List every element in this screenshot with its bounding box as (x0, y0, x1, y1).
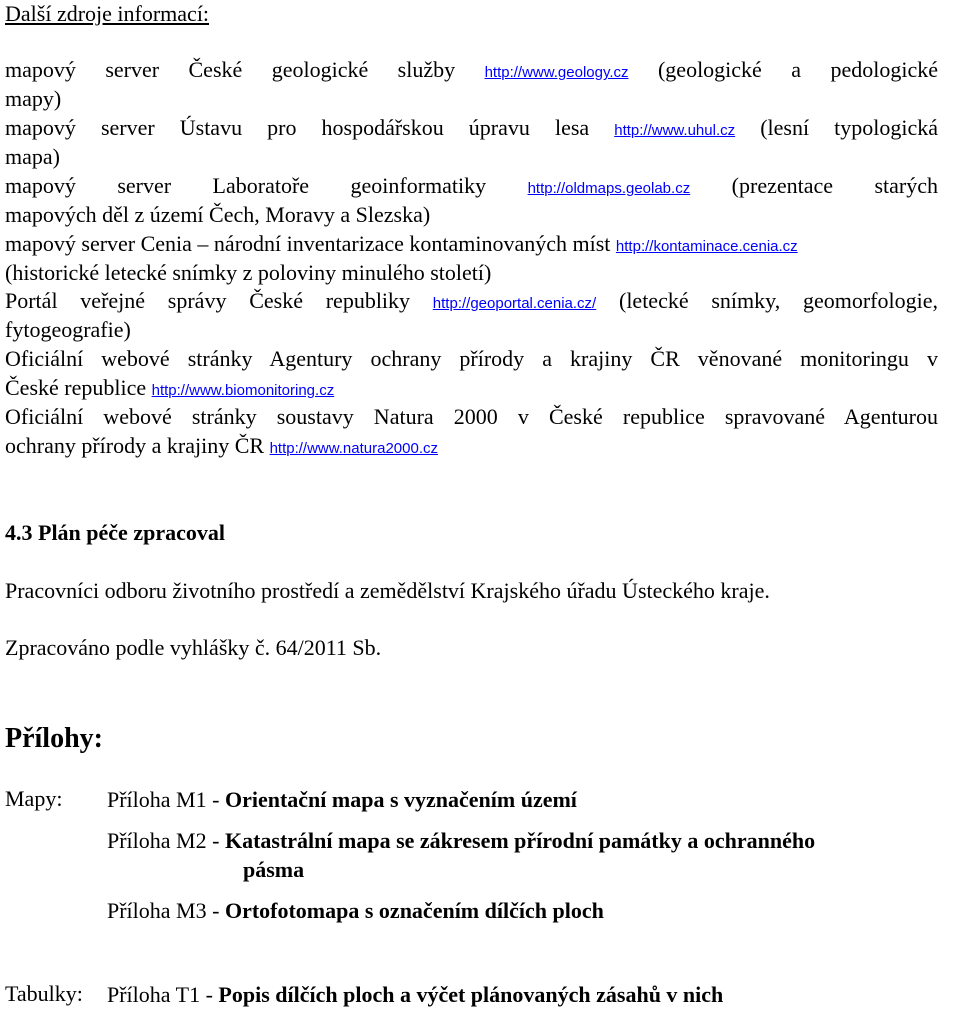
attachments-heading: Přílohy: (5, 723, 103, 754)
source-text: Oficiální webové stránky Agentury ochrany přírody a krajiny ČR věnované monitoringu v (5, 346, 938, 371)
source-line (5, 201, 938, 229)
source-line (5, 85, 938, 113)
source-text: Portál veřejné správy České republiky (5, 288, 433, 313)
source-link[interactable]: http://kontaminace.cenia.cz (615, 238, 798, 255)
source-link[interactable]: http://www.uhul.cz (614, 122, 736, 139)
attachment-title: Orientační mapa s vyznačením území (224, 787, 577, 812)
attachment-code: Příloha M2 - (107, 828, 225, 853)
source-text: ochrany přírody a krajiny ČR (5, 433, 270, 458)
source-link[interactable]: http://geoportal.cenia.cz/ (432, 295, 597, 312)
source-text: (lesní typologická (735, 115, 938, 140)
source-line (5, 114, 938, 145)
tables-label: Tabulky: (5, 981, 83, 1006)
source-line (5, 316, 938, 344)
attachment-title: Katastrální mapa se zákresem přírodní památky a ochranného (224, 828, 816, 853)
regulation-text: Zpracováno podle vyhlášky č. 64/2011 Sb. (5, 635, 382, 660)
source-line (5, 56, 938, 87)
source-text: (prezentace starých (690, 173, 939, 198)
maps-label: Mapy: (5, 786, 63, 811)
source-text: mapový server Ústavu pro hospodářskou úpravu lesa (5, 115, 615, 140)
source-line (5, 287, 938, 318)
attachment-code: Příloha M3 - (107, 898, 225, 923)
attachment-m3 (107, 896, 940, 925)
prepared-by-text: Pracovníci odboru životního prostředí a zemědělství Krajského úřadu Ústeckého kraje. (5, 578, 770, 603)
source-text: (letecké snímky, geomorfologie, (596, 288, 938, 313)
source-line (5, 432, 938, 463)
section-heading: 4.3 Plán péče zpracoval (5, 520, 225, 545)
source-link[interactable]: http://www.geology.cz (484, 64, 629, 81)
source-text: České republice (5, 375, 152, 400)
attachment-t1 (107, 980, 940, 1009)
source-line (5, 230, 938, 261)
source-line (5, 143, 938, 171)
source-line (5, 345, 938, 373)
attachment-m2 (107, 826, 940, 855)
source-link[interactable]: http://oldmaps.geolab.cz (527, 180, 691, 197)
attachment-m1 (107, 785, 940, 814)
source-line (5, 403, 938, 431)
sources-heading: Další zdroje informací: (5, 1, 210, 26)
attachment-code: Příloha M1 - (107, 787, 225, 812)
source-line (5, 172, 938, 203)
source-text: fytogeografie) (5, 317, 131, 342)
source-text: mapy) (5, 86, 62, 111)
source-line (5, 259, 938, 287)
attachment-code: Příloha T1 - (107, 982, 219, 1007)
attachment-m2-continuation: pásma (243, 857, 305, 882)
source-text: Oficiální webové stránky soustavy Natura 2000 v České republice spravované Agenturou (5, 404, 938, 429)
attachment-title: Popis dílčích ploch a výčet plánovaných zásahů v nich (218, 982, 724, 1007)
attachment-title: Ortofotomapa s označením dílčích ploch (224, 898, 604, 923)
source-text: mapových děl z území Čech, Moravy a Slezska) (5, 202, 431, 227)
source-text: (geologické a pedologické (628, 57, 938, 82)
source-text: mapový server České geologické služby (5, 57, 485, 82)
source-line (5, 374, 938, 405)
source-link[interactable]: http://www.natura2000.cz (269, 440, 438, 457)
source-text: mapa) (5, 144, 60, 169)
source-text: (historické letecké snímky z poloviny minulého století) (5, 260, 492, 285)
source-link[interactable]: http://www.biomonitoring.cz (151, 382, 335, 399)
source-text: mapový server Cenia – národní inventarizace kontaminovaných míst (5, 231, 616, 256)
source-text: mapový server Laboratoře geoinformatiky (5, 173, 528, 198)
